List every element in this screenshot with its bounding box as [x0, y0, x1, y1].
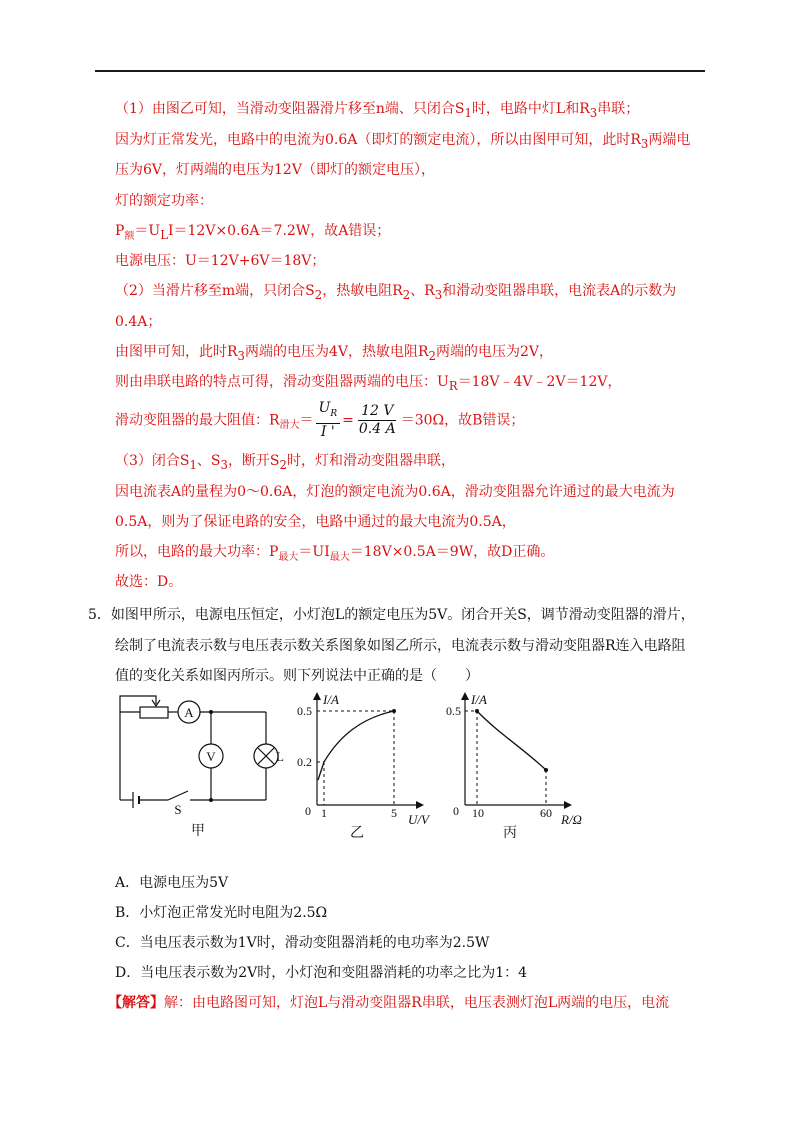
solution-line-12: （3）闭合$S_1$、$S_3$，断开$S_2$时，灯和滑动变阻器串联，	[115, 453, 455, 472]
yi-y-tick-0-5: 0.5	[297, 704, 312, 718]
lamp-label: L	[276, 749, 284, 764]
figure-yi-graph	[282, 690, 447, 850]
fraction-12v-over-04a: $\frac{12 V}{0.4 A}$	[358, 402, 396, 437]
ammeter-label: A	[184, 705, 194, 720]
rheostat-body	[140, 707, 168, 718]
option-d: D．当电压表示数为2V时，小灯泡和变阻器消耗的功率之比为1：4	[115, 965, 528, 981]
solution-line-5: $P_额=U_LI=12V\times 0.6A=7.2W$，故A错误；	[115, 223, 391, 242]
question-5-line-2: 绘制了电流表示数与电压表示数关系图象如图乙所示，电流表示数与滑动变阻器R连入电路阻	[115, 638, 686, 654]
bing-y-axis-label: I/A	[471, 692, 487, 707]
figure-jia-circuit	[108, 688, 284, 848]
solution-line-4: 灯的额定功率：	[115, 193, 213, 209]
bing-x-tick-10: 10	[472, 806, 484, 820]
option-c: C．当电压表示数为1V时，滑动变阻器消耗的电功率为2.5W	[115, 935, 490, 951]
yi-x-axis-label: U/V	[408, 812, 429, 827]
yi-origin-label: 0	[305, 804, 311, 818]
solution-line-13: 因电流表A的量程为0～0.6A，灯泡的额定电流为0.6A，滑动变阻器允许通过的最大电流为	[115, 484, 675, 500]
header-rule	[95, 70, 705, 72]
yi-y-axis-label: I/A	[323, 692, 339, 707]
solution-line-6: 电源电压：U＝12V+6V＝18V；	[115, 253, 326, 269]
question-5-line-3: 值的变化关系如图丙所示。则下列说法中正确的是（ ）	[115, 668, 479, 684]
answer-line	[108, 993, 669, 1013]
switch-label: S	[174, 802, 182, 817]
figure-yi-caption: 乙	[350, 826, 364, 841]
fraction-ur-over-i: $\frac{U_R}{I '}$	[316, 400, 341, 441]
option-b: B．小灯泡正常发光时电阻为2.5Ω	[115, 905, 328, 921]
voltmeter-label: V	[206, 749, 216, 764]
solution-line-16: 故选：D。	[115, 574, 183, 590]
question-5-line-1: 5．如图甲所示，电源电压恒定，小灯泡L的额定电压为5V。闭合开关S，调节滑动变阻器的滑片，	[88, 607, 695, 623]
bing-x-axis-label: R/Ω	[561, 812, 582, 827]
answer-text: 解：由电路图可知，灯泡L与滑动变阻器R串联，电压表测灯泡L两端的电压，电流	[164, 995, 670, 1011]
bing-x-tick-60: 60	[540, 806, 552, 820]
ir-curve	[477, 711, 546, 770]
solution-line-15: 所以，电路的最大功率：$P_{最大}=UI_{最大}=18V\times 0.5A=9W$，故D正确。	[115, 544, 555, 563]
figure-jia-caption: 甲	[191, 824, 205, 839]
solution-line-3: 压为6V，灯两端的电压为12V（即灯的额定电压），	[115, 162, 435, 178]
solution-line-8: 0.4A；	[115, 314, 162, 330]
answer-tag: 【解答】	[108, 995, 164, 1011]
option-a: A．电源电压为5V	[115, 875, 229, 891]
yi-x-tick-1: 1	[321, 806, 327, 820]
figure-bing-graph	[445, 690, 605, 850]
solution-line-1: （1）由图乙可知，当滑动变阻器滑片移至n端、只闭合$S_1$时，电路中灯L和$R_3$串联；	[115, 101, 640, 120]
bing-origin-label: 0	[453, 804, 459, 818]
solution-line-7: （2）当滑片移至m端，只闭合$S_2$，热敏电阻$R_2$、$R_3$和滑动变阻器串联，电流表A的示数为	[115, 283, 677, 302]
solution-line-14: 0.5A，则为了保证电路的安全，电路中通过的最大电流为0.5A，	[115, 514, 516, 530]
figure-bing-caption: 丙	[503, 826, 517, 841]
solution-line-2: 因为灯正常发光，电路中的电流为0.6A（即灯的额定电流），所以由图甲可知，此时$R_3$两端电	[115, 132, 691, 151]
yi-x-tick-5: 5	[391, 806, 397, 820]
solution-line-9: 由图甲可知，此时$R_3$两端的电压为4V，热敏电阻$R_2$两端的电压为2V，	[115, 344, 553, 363]
bing-y-tick-0-5: 0.5	[446, 704, 461, 718]
yi-y-tick-0-2: 0.2	[297, 755, 312, 769]
solution-line-10: 则由串联电路的特点可得，滑动变阻器两端的电压：$U_R=18V﹣4V﹣2V=12V$，	[115, 374, 622, 393]
iu-curve	[318, 711, 394, 780]
solution-line-11: 滑动变阻器的最大阻值：$R_{滑大}=$ $\frac{U_R}{I '}$ = $\frac{12 V}{0.4 A}$ ＝30Ω，故B错误；	[115, 400, 525, 440]
